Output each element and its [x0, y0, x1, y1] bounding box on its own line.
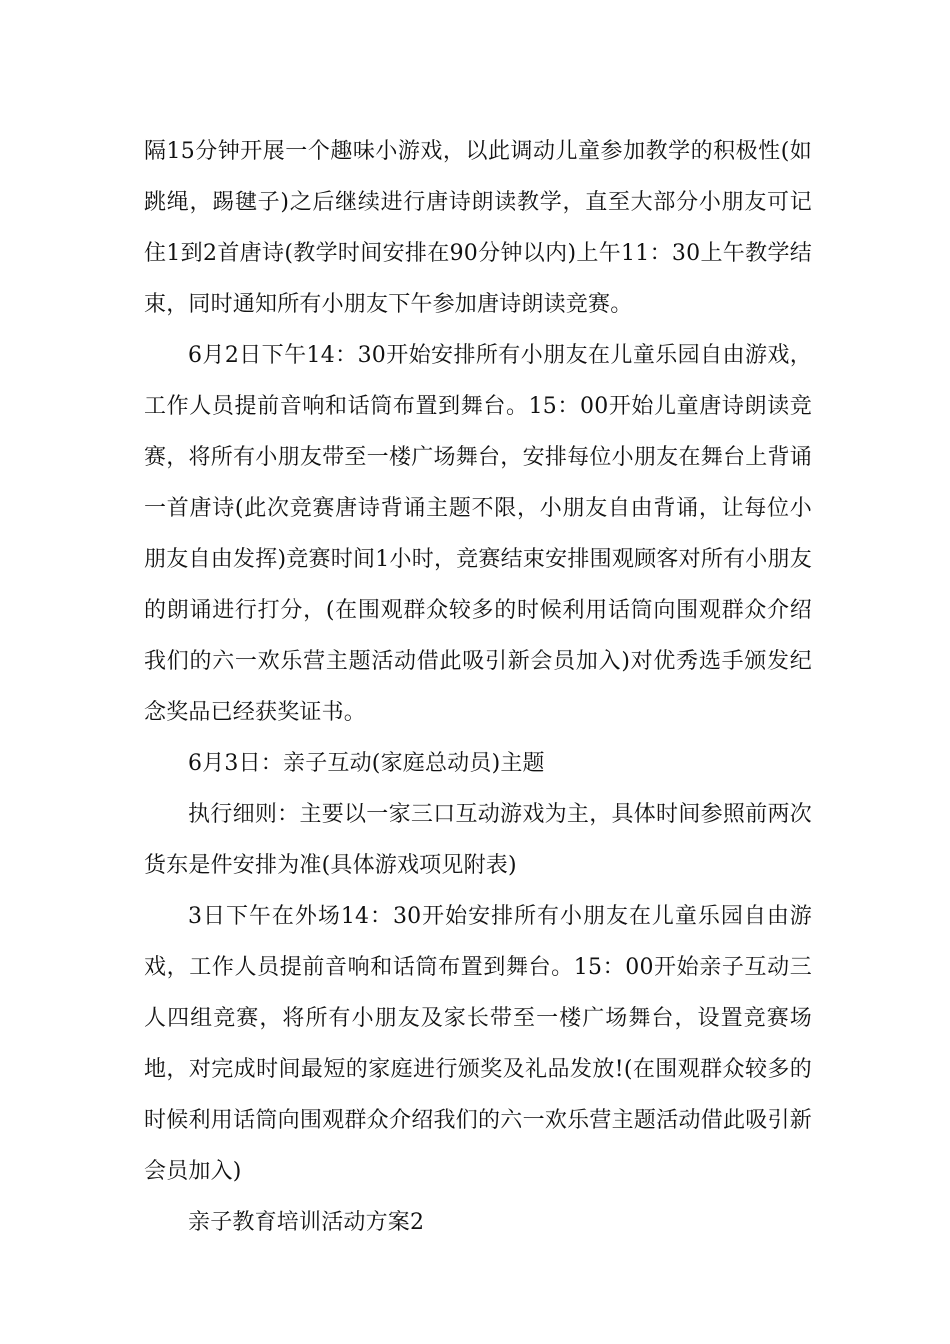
section-heading: 亲子教育培训活动方案2 — [188, 1210, 425, 1235]
paragraph-2: 6月2日下午14：30开始安排所有小朋友在儿童乐园自由游戏，工作人员提前音响和话筒布置到舞台。15：00开始儿童唐诗朗读竞赛，将所有小朋友带至一楼广场舞台，安排每位小朋友在舞台上背诵一首唐诗(此次竞赛唐诗背诵主题不限，小朋友自由背诵，让每位小朋友自由发挥)竞赛时间1小时，竞赛结束安排围观顾客对所有小朋友的朗诵进行打分，(在围观群众较多的时候利用话筒向围观群众介绍我们的六一欢乐营主题活动借此吸引新会员加入)对优秀选手颁发纪念奖品已经获奖证书。 — [144, 343, 812, 725]
document-body — [144, 126, 812, 1248]
paragraph-4: 执行细则：主要以一家三口互动游戏为主，具体时间参照前两次货东是件安排为准(具体游戏项见附表) — [144, 802, 812, 878]
paragraph-1: 隔15分钟开展一个趣味小游戏，以此调动儿童参加教学的积极性(如跳绳，踢毽子)之后继续进行唐诗朗读教学，直至大部分小朋友可记住1到2首唐诗(教学时间安排在90分钟以内)上午11：30上午教学结束，同时通知所有小朋友下午参加唐诗朗读竞赛。 — [144, 139, 812, 317]
paragraph-3: 6月3日：亲子互动(家庭总动员)主题 — [188, 751, 545, 776]
paragraph-5: 3日下午在外场14：30开始安排所有小朋友在儿童乐园自由游戏，工作人员提前音响和话筒布置到舞台。15：00开始亲子互动三人四组竞赛，将所有小朋友及家长带至一楼广场舞台，设置竞赛场地，对完成时间最短的家庭进行颁奖及礼品发放!(在围观群众较多的时候利用话筒向围观群众介绍我们的六一欢乐营主题活动借此吸引新会员加入) — [144, 904, 812, 1184]
